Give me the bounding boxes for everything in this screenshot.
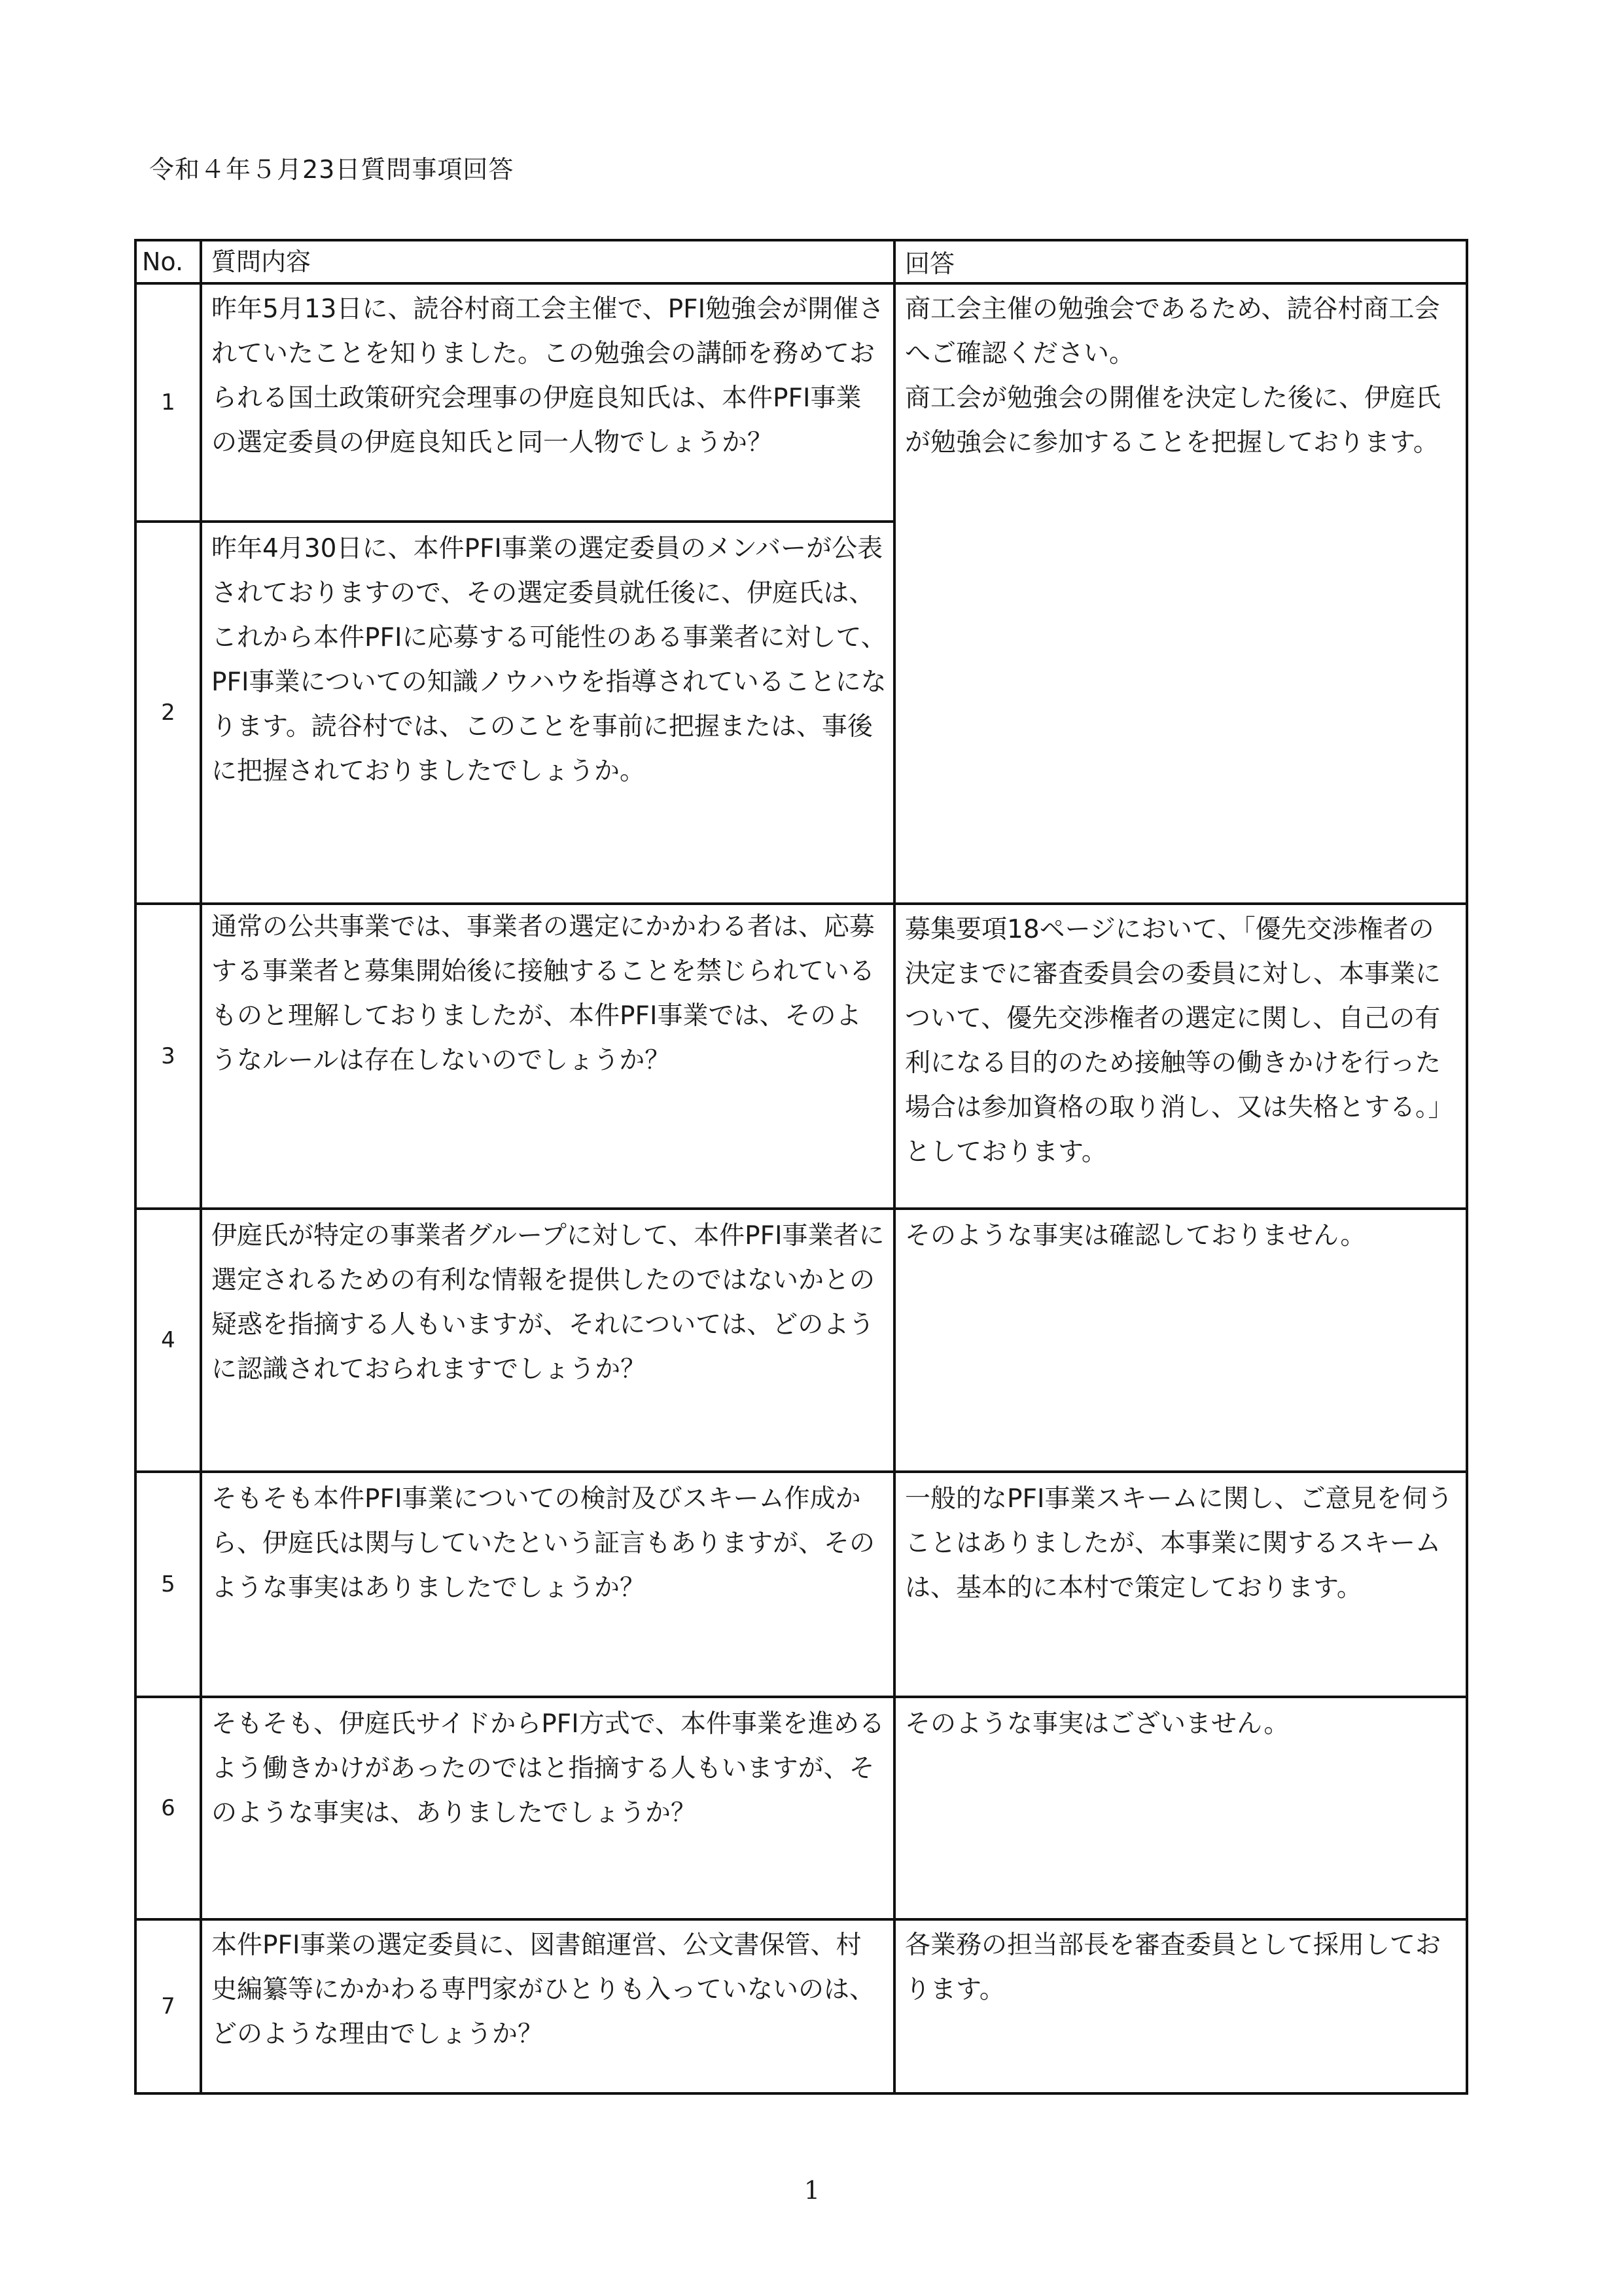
question-cell [201, 283, 894, 522]
row-number: 2 [135, 522, 201, 904]
question-cell [201, 1697, 894, 1919]
table-row [135, 904, 1467, 1209]
header-answer-label: 回答 [905, 249, 955, 278]
table-row [135, 1697, 1467, 1919]
row-number: 3 [135, 904, 201, 1209]
answer-text: 各業務の担当部長を審査委員として採用しております。 [905, 1930, 1441, 2004]
question-cell [201, 904, 894, 1209]
question-cell [201, 1209, 894, 1472]
row-number: 6 [135, 1697, 201, 1919]
answer-text: そのような事実はございません。 [905, 1709, 1290, 1739]
page-number: 1 [803, 2176, 821, 2205]
answer-cell [894, 1472, 1467, 1697]
answer-text: 商工会主催の勉強会であるため、読谷村商工会へご確認ください。 商工会が勉強会の開催を決定した後に、伊庭氏が勉強会に参加することを把握しております。 [905, 294, 1441, 457]
answer-cell [894, 904, 1467, 1209]
qa-table [134, 239, 1468, 2095]
row-number: 7 [135, 1919, 201, 2093]
row-number: 4 [135, 1209, 201, 1472]
question-text: そもそも、伊庭氏サイドからPFI方式で、本件事業を進めるよう働きかけがあったのではと指摘する人もいますが、そのような事実は、ありましたでしょうか？ [211, 1709, 885, 1828]
question-text: 昨年4月30日に、本件PFI事業の選定委員のメンバーが公表されておりますので、その選定委員就任後に、伊庭氏は、これから本件PFIに応募する可能性のある事業者に対して、PFI事業についての知識ノウハウを指導されていることになります。読谷村では、このことを事前に把握または、事後に把握されておりましたでしょうか。 [211, 534, 887, 786]
answer-text: 募集要項18ページにおいて、「優先交渉権者の決定までに審査委員会の委員に対し、本事業について、優先交渉権者の選定に関し、自己の有利になる目的のため接触等の働きかけを行った場合は参加資格の取り消し、又は失格とする。」としております。 [905, 915, 1454, 1167]
question-text: 昨年5月13日に、読谷村商工会主催で、PFI勉強会が開催されていたことを知りました。この勉強会の講師を務めておられる国土政策研究会理事の伊庭良知氏は、本件PFI事業の選定委員の伊庭良知氏と同一人物でしょうか？ [211, 294, 885, 457]
question-text: 通常の公共事業では、事業者の選定にかかわる者は、応募する事業者と募集開始後に接触することを禁じられているものと理解しておりましたが、本件PFI事業では、そのようなルールは存在しないのでしょうか？ [211, 912, 875, 1075]
row-number: 1 [135, 283, 201, 522]
question-cell [201, 1472, 894, 1697]
document-title: 令和４年５月23日質問事項回答 [149, 155, 514, 184]
answer-cell [894, 1919, 1467, 2093]
question-cell [201, 1919, 894, 2093]
answer-text: 一般的なPFI事業スキームに関し、ご意見を伺うことはありましたが、本事業に関するスキームは、基本的に本村で策定しております。 [905, 1484, 1453, 1603]
table-header-row [135, 240, 1467, 283]
header-no: No. [135, 240, 201, 283]
header-answer [894, 240, 1467, 283]
question-text: 伊庭氏が特定の事業者グループに対して、本件PFI事業者に選定されるための有利な情報を提供したのではないかとの疑惑を指摘する人もいますが、それについては、どのように認識されておられますでしょうか？ [211, 1221, 885, 1384]
question-cell [201, 522, 894, 904]
table-row [135, 1209, 1467, 1472]
row-number: 5 [135, 1472, 201, 1697]
answer-cell [894, 1209, 1467, 1472]
table-row [135, 1919, 1467, 2093]
answer-cell [894, 1697, 1467, 1919]
answer-text: そのような事実は確認しておりません。 [905, 1221, 1366, 1251]
question-text: そもそも本件PFI事業についての検討及びスキーム作成から、伊庭氏は関与していたという証言もありますが、そのような事実はありましたでしょうか？ [211, 1484, 875, 1603]
table-row [135, 283, 1467, 522]
answer-cell [894, 283, 1467, 904]
table-row [135, 1472, 1467, 1697]
question-text: 本件PFI事業の選定委員に、図書館運営、公文書保管、村史編纂等にかかわる専門家がひとりも入っていないのは、どのような理由でしょうか？ [211, 1930, 875, 2049]
header-question: 質問内容 [201, 240, 894, 283]
